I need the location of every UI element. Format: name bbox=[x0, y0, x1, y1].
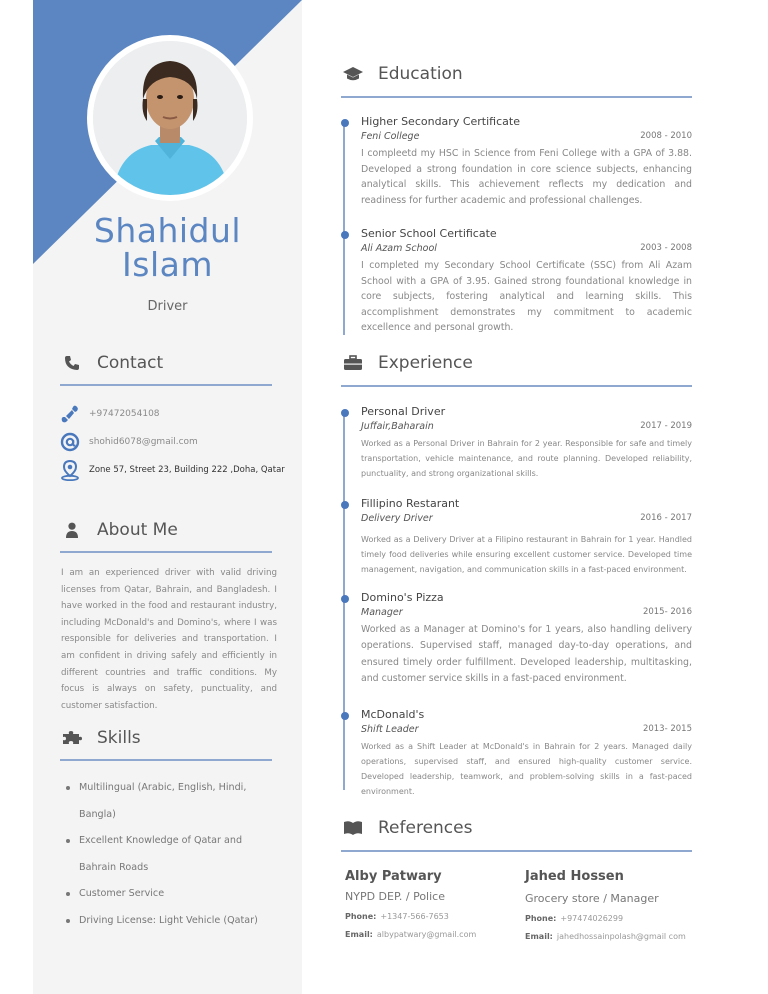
entry-description: Worked as a Manager at Domino's for 1 years, also handling delivery operations. Supervised staff, managed day-to-day operations, and ensured timely order fulfillment. Developed leadership, multitasking, and customer service skills in a fast-paced environment. bbox=[361, 624, 692, 685]
sidebar bbox=[33, 0, 302, 994]
phone-label: Phone: bbox=[525, 914, 557, 923]
experience-entry bbox=[361, 404, 692, 481]
timeline-dot bbox=[341, 712, 349, 720]
experience-title: Experience bbox=[378, 353, 473, 373]
about-title: About Me bbox=[97, 520, 178, 540]
entry-org: Feni College bbox=[361, 131, 420, 142]
education-entry bbox=[361, 114, 692, 208]
entry-meta bbox=[361, 605, 692, 620]
person-photo-icon bbox=[93, 41, 247, 195]
reference-name: Jahed Hossen bbox=[525, 869, 624, 884]
entry-description: Worked as a Personal Driver in Bahrain for 2 year. Responsible for safe and timely transportation, vehicle maintenance, and route planning. Developed reliability, punctuality, and strong organizational skills. bbox=[361, 439, 692, 478]
entry-date: 2003 - 2008 bbox=[640, 243, 692, 253]
graduation-cap-icon bbox=[342, 64, 364, 84]
experience-divider bbox=[341, 385, 692, 387]
skills-divider bbox=[60, 759, 272, 761]
references-title: References bbox=[378, 818, 473, 838]
skill-item: Multilingual (Arabic, English, Hindi, Bangla) bbox=[79, 775, 279, 828]
references-divider bbox=[341, 850, 692, 852]
entry-org: Juffair,Baharain bbox=[361, 421, 434, 432]
entry-org: Delivery Driver bbox=[361, 513, 433, 524]
reference-phone bbox=[345, 911, 520, 923]
reference-card bbox=[345, 868, 520, 941]
skills-heading bbox=[61, 728, 141, 748]
email-value[interactable]: jahedhossainpolash@gmail com bbox=[556, 932, 686, 941]
user-icon bbox=[61, 520, 83, 540]
education-entry bbox=[361, 226, 692, 336]
book-icon bbox=[342, 818, 364, 838]
last-name: Islam bbox=[122, 245, 213, 284]
about-heading bbox=[61, 520, 178, 540]
phone-value[interactable]: +1347-566-7653 bbox=[380, 912, 449, 921]
skills-list bbox=[79, 775, 279, 934]
entry-description: I completed my Secondary School Certificate (SSC) from Ali Azam School with a GPA of 3.95. Gained strong foundational knowledge in core subjects, fostering analytical and learning skills. This accomplishment demonstrates my commitment to academic excellence and personal growth. bbox=[361, 260, 692, 334]
phone-number: +97472054108 bbox=[89, 409, 160, 419]
entry-meta bbox=[361, 419, 692, 434]
entry-title: Domino's Pizza bbox=[361, 591, 444, 604]
address-text: Zone 57, Street 23, Building 222 ,Doha, Qatar bbox=[89, 465, 285, 475]
entry-date: 2017 - 2019 bbox=[640, 421, 692, 431]
education-divider bbox=[341, 96, 692, 98]
experience-heading bbox=[342, 353, 473, 373]
at-sign-icon bbox=[59, 431, 81, 453]
email-label: Email: bbox=[525, 932, 553, 941]
first-name: Shahidul bbox=[93, 211, 242, 250]
contact-address bbox=[59, 459, 285, 481]
entry-meta bbox=[361, 241, 692, 256]
entry-date: 2015- 2016 bbox=[642, 607, 692, 617]
reference-role: NYPD DEP. / Police bbox=[345, 890, 445, 903]
entry-title: McDonald's bbox=[361, 708, 425, 721]
entry-title: Fillipino Restarant bbox=[361, 497, 460, 510]
skill-item: Customer Service bbox=[79, 881, 279, 908]
email-value[interactable]: albypatwary@gmail.com bbox=[376, 930, 477, 939]
entry-meta bbox=[361, 129, 692, 144]
skills-title: Skills bbox=[97, 728, 141, 748]
experience-entry bbox=[361, 496, 692, 577]
entry-org: Manager bbox=[361, 607, 403, 618]
reference-email bbox=[345, 929, 520, 941]
puzzle-icon bbox=[61, 728, 83, 748]
entry-meta bbox=[361, 511, 692, 526]
entry-title: Personal Driver bbox=[361, 405, 446, 418]
contact-email[interactable] bbox=[59, 431, 198, 453]
email-address: shohid6078@gmail.com bbox=[89, 437, 198, 447]
phone-handset-icon bbox=[59, 403, 81, 425]
experience-entry bbox=[361, 707, 692, 799]
skill-item: Excellent Knowledge of Qatar and Bahrain Roads bbox=[79, 828, 279, 881]
entry-description: Worked as a Delivery Driver at a Filipino restaurant in Bahrain for 1 year. Handled timely food deliveries while ensuring excellent customer service. Developed time management, navigation, and communication skills in a fast-paced environment. bbox=[361, 535, 692, 574]
contact-title: Contact bbox=[97, 353, 164, 373]
entry-description: I compleetd my HSC in Science from Feni College with a GPA of 3.88. Developed a strong foundation in core science subjects, enhancing analytical skills. This achievement reflects my dedication and readiness for further academic and professional challenges. bbox=[361, 148, 692, 206]
about-text: I am an experienced driver with valid driving licenses from Qatar, Bahrain, and Bangladesh. I have worked in the food and restaurant industry, including McDonald's and Domino's, where I was responsible for deliveries and transportation. I am confident in driving safely and efficiently in different countries and traffic conditions. My focus is always on safety, punctuality, and customer satisfaction. bbox=[61, 568, 277, 711]
full-name bbox=[33, 211, 302, 284]
entry-title: Higher Secondary Certificate bbox=[361, 115, 520, 128]
phone-icon bbox=[61, 353, 83, 373]
timeline-dot bbox=[341, 231, 349, 239]
phone-value[interactable]: +97474026299 bbox=[560, 914, 624, 923]
experience-entry bbox=[361, 590, 692, 688]
entry-date: 2013- 2015 bbox=[642, 724, 692, 734]
reference-role: Grocery store / Manager bbox=[525, 892, 659, 905]
entry-org: Shift Leader bbox=[361, 724, 419, 735]
references-heading bbox=[342, 818, 472, 838]
timeline-dot bbox=[341, 501, 349, 509]
reference-name: Alby Patwary bbox=[345, 869, 442, 884]
contact-divider bbox=[60, 384, 272, 386]
reference-card bbox=[525, 868, 695, 943]
skill-item: Driving License: Light Vehicle (Qatar) bbox=[79, 908, 279, 935]
avatar bbox=[87, 35, 253, 201]
education-timeline bbox=[343, 120, 345, 335]
reference-phone bbox=[525, 913, 695, 925]
entry-title: Senior School Certificate bbox=[361, 227, 497, 240]
education-title: Education bbox=[378, 64, 463, 84]
job-role: Driver bbox=[147, 299, 188, 314]
timeline-dot bbox=[341, 595, 349, 603]
entry-org: Ali Azam School bbox=[361, 243, 437, 254]
about-divider bbox=[60, 551, 272, 553]
timeline-dot bbox=[341, 409, 349, 417]
profile-photo bbox=[93, 41, 247, 195]
timeline-dot bbox=[341, 119, 349, 127]
entry-description: Worked as a Shift Leader at McDonald's in Bahrain for 2 years. Managed daily operations, supervised staff, and ensured high-quality customer service. Developed leadership, teamwork, and problem-solving skills in a fast-paced environment. bbox=[361, 742, 692, 796]
contact-heading bbox=[61, 353, 163, 373]
entry-meta bbox=[361, 722, 692, 737]
entry-date: 2016 - 2017 bbox=[640, 513, 692, 523]
briefcase-icon bbox=[342, 353, 364, 373]
phone-label: Phone: bbox=[345, 912, 377, 921]
location-pin-icon bbox=[59, 459, 81, 481]
contact-phone[interactable] bbox=[59, 403, 160, 425]
education-heading bbox=[342, 64, 463, 84]
reference-email bbox=[525, 931, 695, 943]
entry-date: 2008 - 2010 bbox=[640, 131, 692, 141]
email-label: Email: bbox=[345, 930, 373, 939]
